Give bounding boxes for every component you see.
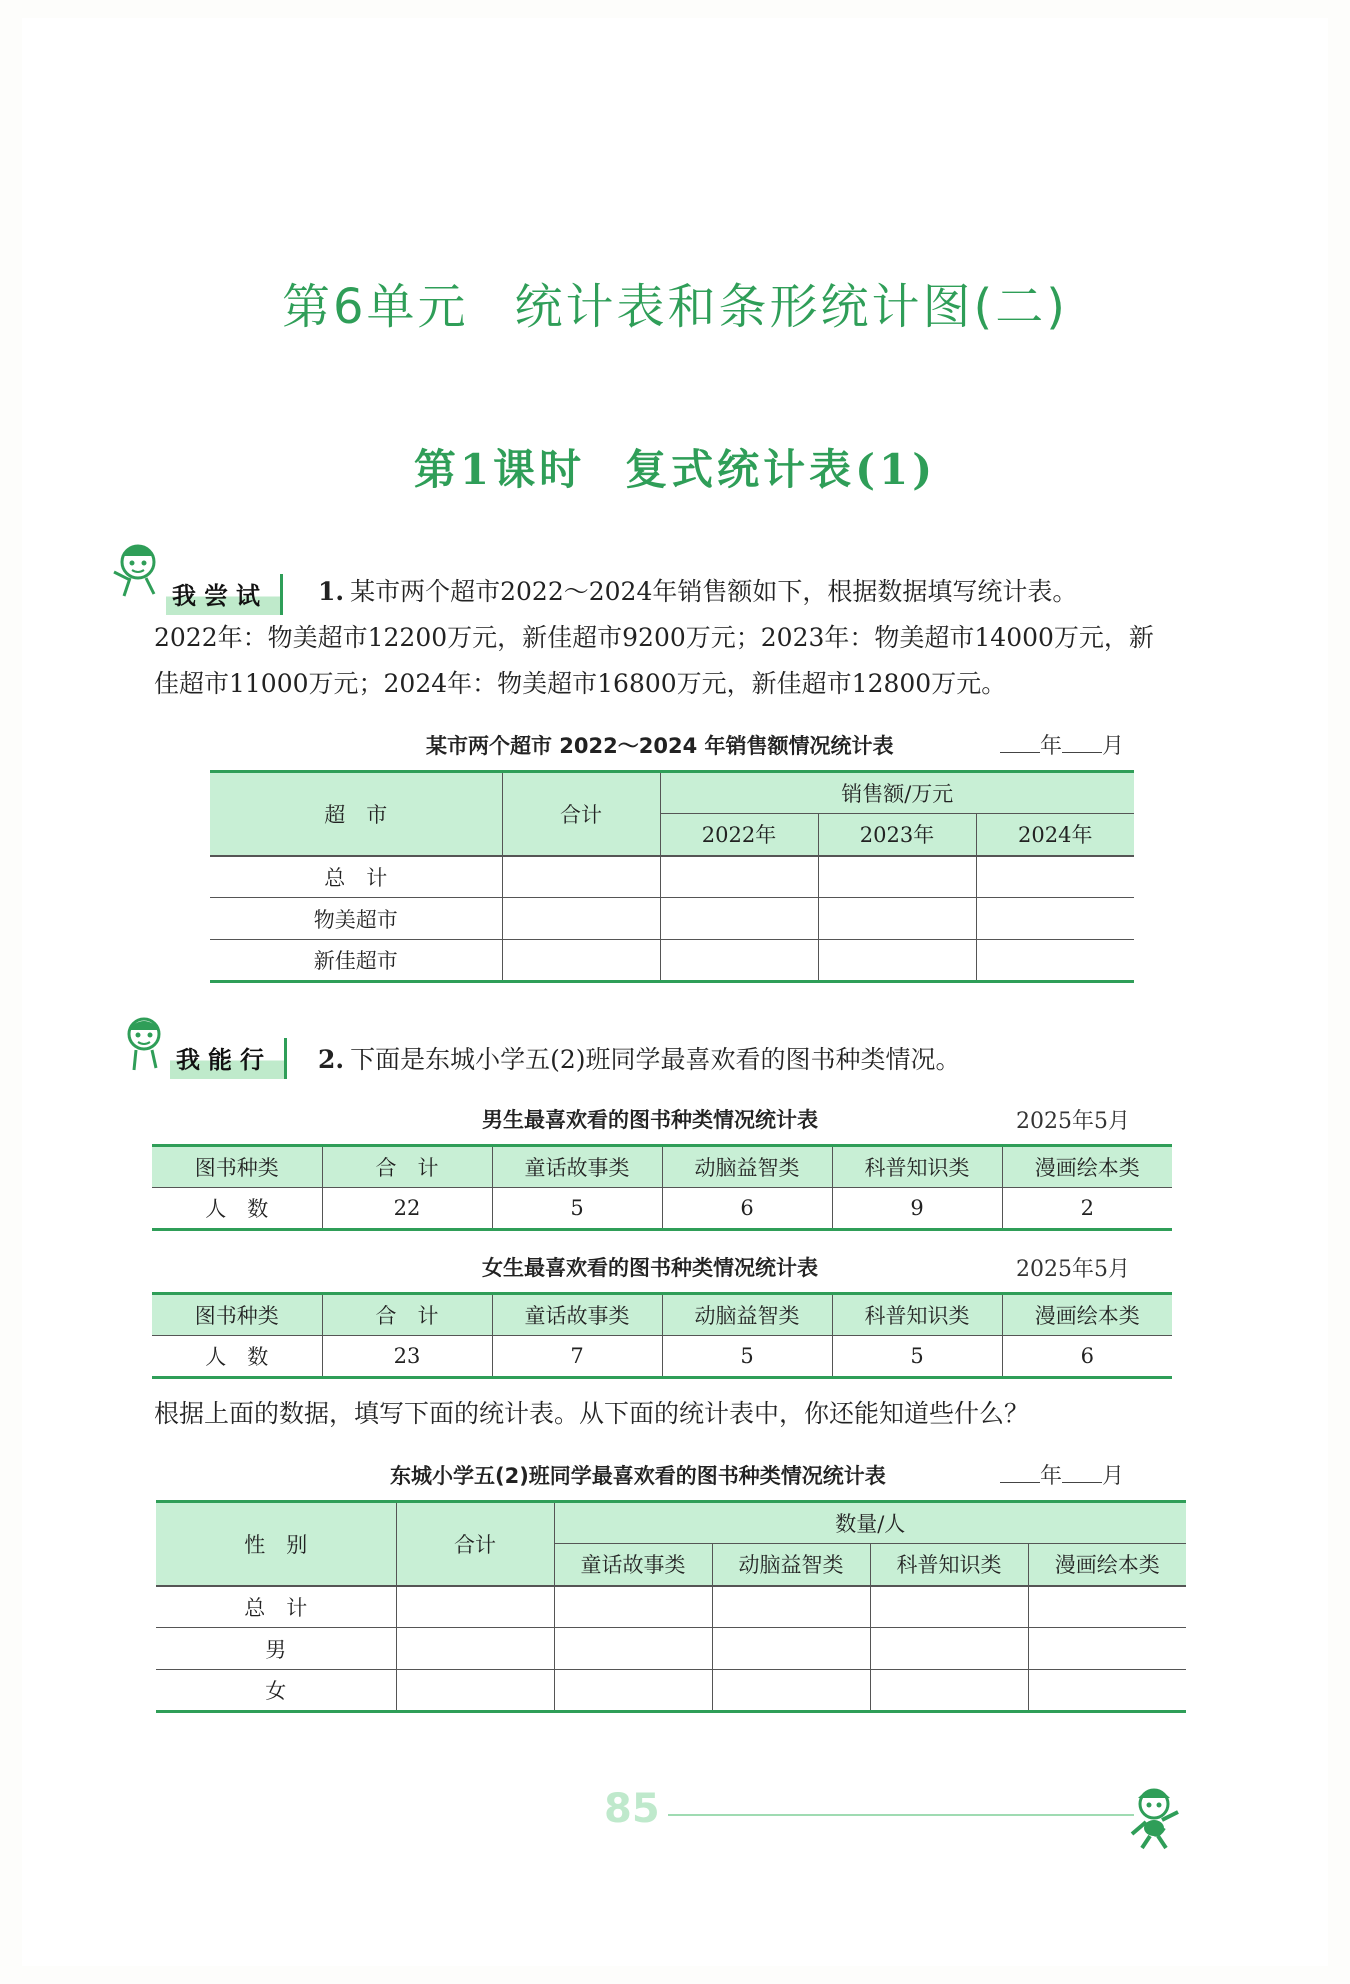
header-total: 合 计 (375, 1156, 439, 1180)
blank-cell[interactable] (712, 1586, 870, 1628)
cell-value: 22 (393, 1196, 421, 1220)
section2-badge: 我能行 (170, 1038, 287, 1079)
blank-cell[interactable] (502, 856, 660, 898)
unit-title: 第6单元 统计表和条形统计图(二) (281, 279, 1068, 335)
blank-cell[interactable] (1028, 1628, 1186, 1670)
table1-caption: 某市两个超市 2022～2024 年销售额情况统计表 (426, 734, 894, 758)
cell-value: 6 (740, 1196, 754, 1220)
section1-data-line1: 2022年：物美超市12200万元，新佳超市9200万元；2023年：物美超市14000万元，新 (154, 623, 1154, 652)
blank-cell[interactable] (976, 856, 1134, 898)
row-label: 人 数 (205, 1197, 269, 1221)
footer-rule (668, 1814, 1134, 1816)
combined-table (156, 1500, 1186, 1713)
mascot-icon (1124, 1782, 1188, 1852)
boys-table-caption: 男生最喜欢看的图书种类情况统计表 (482, 1108, 818, 1132)
row-label: 人 数 (205, 1345, 269, 1369)
header-puzzles: 动脑益智类 (694, 1156, 800, 1180)
header-fairy-tales: 童话故事类 (580, 1553, 686, 1578)
row-label: 新佳超市 (313, 949, 398, 973)
header-total: 合 计 (375, 1304, 439, 1328)
section1-prompt: 1. 某市两个超市2022～2024年销售额如下，根据数据填写统计表。 (318, 577, 1078, 606)
header-science: 科普知识类 (864, 1304, 970, 1328)
blank-cell[interactable] (660, 856, 818, 898)
cell-value: 5 (740, 1344, 754, 1368)
col-head-gender: 性 别 (244, 1532, 308, 1557)
table-row (156, 1670, 1186, 1712)
blank-cell[interactable] (396, 1670, 554, 1712)
row-label: 总 计 (244, 1595, 308, 1620)
girls-table (152, 1292, 1172, 1379)
cell-value: 6 (1080, 1344, 1094, 1368)
blank-cell[interactable] (976, 898, 1134, 940)
blank-cell[interactable] (818, 940, 976, 982)
cell-value: 7 (570, 1344, 584, 1368)
blank-cell[interactable] (870, 1670, 1028, 1712)
combined-table-caption: 东城小学五(2)班同学最喜欢看的图书种类情况统计表 (390, 1464, 886, 1488)
table-row (210, 898, 1134, 940)
header-book-type: 图书种类 (194, 1304, 279, 1328)
year-2023: 2023年 (859, 823, 935, 848)
row-label: 女 (265, 1679, 287, 1703)
cell-value: 9 (910, 1196, 924, 1220)
table-row (156, 1586, 1186, 1628)
row-label: 总 计 (324, 865, 388, 890)
section1-badge: 我尝试 (166, 574, 283, 615)
col-head-total: 合计 (560, 802, 602, 827)
cell-value: 23 (393, 1344, 421, 1368)
group-head-sales: 销售额/万元 (841, 782, 954, 806)
cell-value: 2 (1080, 1196, 1094, 1220)
header-puzzles: 动脑益智类 (694, 1304, 800, 1328)
col-head-supermarket: 超 市 (324, 802, 388, 827)
table1-date: 年 月 (1000, 729, 1124, 760)
table-row (152, 1188, 1172, 1230)
row-label: 男 (265, 1637, 287, 1662)
blank-cell[interactable] (660, 940, 818, 982)
header-comics: 漫画绘本类 (1034, 1156, 1140, 1180)
boys-table (152, 1144, 1172, 1231)
header-comics: 漫画绘本类 (1034, 1304, 1140, 1328)
boys-table-date: 2025年5月 (1016, 1109, 1130, 1134)
blank-cell[interactable] (712, 1628, 870, 1670)
blank-cell[interactable] (554, 1628, 712, 1670)
blank-cell[interactable] (870, 1628, 1028, 1670)
col-head-total: 合计 (454, 1532, 496, 1557)
header-puzzles: 动脑益智类 (738, 1553, 844, 1578)
table-row (152, 1336, 1172, 1378)
lesson-title: 第1课时 复式统计表(1) (413, 445, 937, 494)
blank-cell[interactable] (1028, 1586, 1186, 1628)
table-row (210, 856, 1134, 898)
blank-cell[interactable] (818, 856, 976, 898)
blank-cell[interactable] (396, 1628, 554, 1670)
girls-table-date: 2025年5月 (1016, 1257, 1130, 1282)
table-row (156, 1628, 1186, 1670)
header-comics: 漫画绘本类 (1054, 1553, 1160, 1578)
year-2024: 2024年 (1018, 823, 1093, 848)
girls-table-caption: 女生最喜欢看的图书种类情况统计表 (482, 1256, 818, 1280)
section1-data-line2: 佳超市11000万元；2024年：物美超市16800万元，新佳超市12800万元。 (154, 669, 1007, 698)
header-book-type: 图书种类 (194, 1156, 279, 1180)
section2-instruction: 根据上面的数据，填写下面的统计表。从下面的统计表中，你还能知道些什么？ (154, 1399, 1030, 1428)
header-fairy-tales: 童话故事类 (524, 1304, 630, 1328)
year-2022: 2022年 (701, 823, 777, 848)
blank-cell[interactable] (554, 1670, 712, 1712)
blank-cell[interactable] (818, 898, 976, 940)
mascot-icon (116, 1010, 172, 1074)
cell-value: 5 (570, 1196, 584, 1220)
blank-cell[interactable] (502, 940, 660, 982)
sales-table (210, 770, 1134, 983)
page-number: 85 (604, 1786, 660, 1832)
blank-cell[interactable] (554, 1586, 712, 1628)
blank-cell[interactable] (870, 1586, 1028, 1628)
blank-cell[interactable] (712, 1670, 870, 1712)
row-label: 物美超市 (313, 907, 398, 932)
mascot-icon (108, 538, 168, 602)
blank-cell[interactable] (502, 898, 660, 940)
blank-cell[interactable] (1028, 1670, 1186, 1712)
section2-prompt: 2. 下面是东城小学五(2)班同学最喜欢看的图书种类情况。 (318, 1045, 961, 1074)
cell-value: 5 (910, 1344, 924, 1368)
blank-cell[interactable] (396, 1586, 554, 1628)
blank-cell[interactable] (976, 940, 1134, 982)
group-head-count: 数量/人 (835, 1512, 906, 1536)
table-row (210, 940, 1134, 982)
header-science: 科普知识类 (896, 1553, 1002, 1578)
header-science: 科普知识类 (864, 1156, 970, 1180)
header-fairy-tales: 童话故事类 (524, 1156, 630, 1180)
combined-table-date: 年 月 (1000, 1459, 1124, 1490)
blank-cell[interactable] (660, 898, 818, 940)
